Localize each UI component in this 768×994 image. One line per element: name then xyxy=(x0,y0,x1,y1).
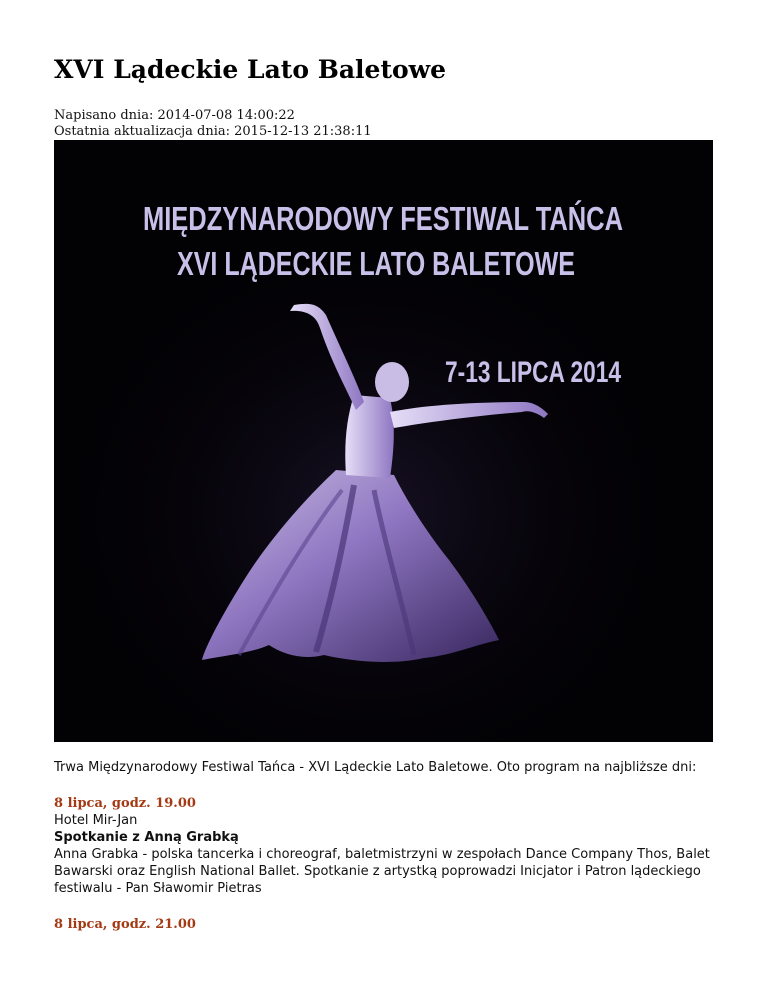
event-entry xyxy=(54,795,714,897)
written-date: Napisano dnia: 2014-07-08 14:00:22 xyxy=(54,108,295,123)
event-name: Spotkanie z Anną Grabką xyxy=(54,830,239,845)
event-entry xyxy=(54,916,714,933)
page-title: XVI Lądeckie Lato Baletowe xyxy=(54,55,447,84)
event-datetime: 8 lipca, godz. 21.00 xyxy=(54,917,196,932)
festival-poster xyxy=(54,140,713,742)
event-place: Hotel Mir-Jan xyxy=(54,813,138,828)
poster-artwork xyxy=(54,140,713,742)
poster-line-1: MIĘDZYNARODOWY FESTIWAL TAŃCA xyxy=(143,200,623,237)
updated-date: Ostatnia aktualizacja dnia: 2015-12-13 21:38:11 xyxy=(54,124,372,139)
event-datetime: 8 lipca, godz. 19.00 xyxy=(54,796,196,811)
article-meta xyxy=(54,108,372,140)
poster-dates: 7-13 LIPCA 2014 xyxy=(445,356,622,389)
event-description: Anna Grabka - polska tancerka i choreograf, baletmistrzyni w zespołach Dance Company Thos, Balet Bawarski oraz English National Ballet. Spotkanie z artystką poprowadzi Inicjator i Patron lądeckiego festiwalu - Pan Sławomir Pietras xyxy=(54,847,710,896)
intro-text: Trwa Międzynarodowy Festiwal Tańca - XVI Lądeckie Lato Baletowe. Oto program na najbliższe dni: xyxy=(54,760,697,775)
poster-line-2: XVI LĄDECKIE LATO BALETOWE xyxy=(177,245,575,282)
